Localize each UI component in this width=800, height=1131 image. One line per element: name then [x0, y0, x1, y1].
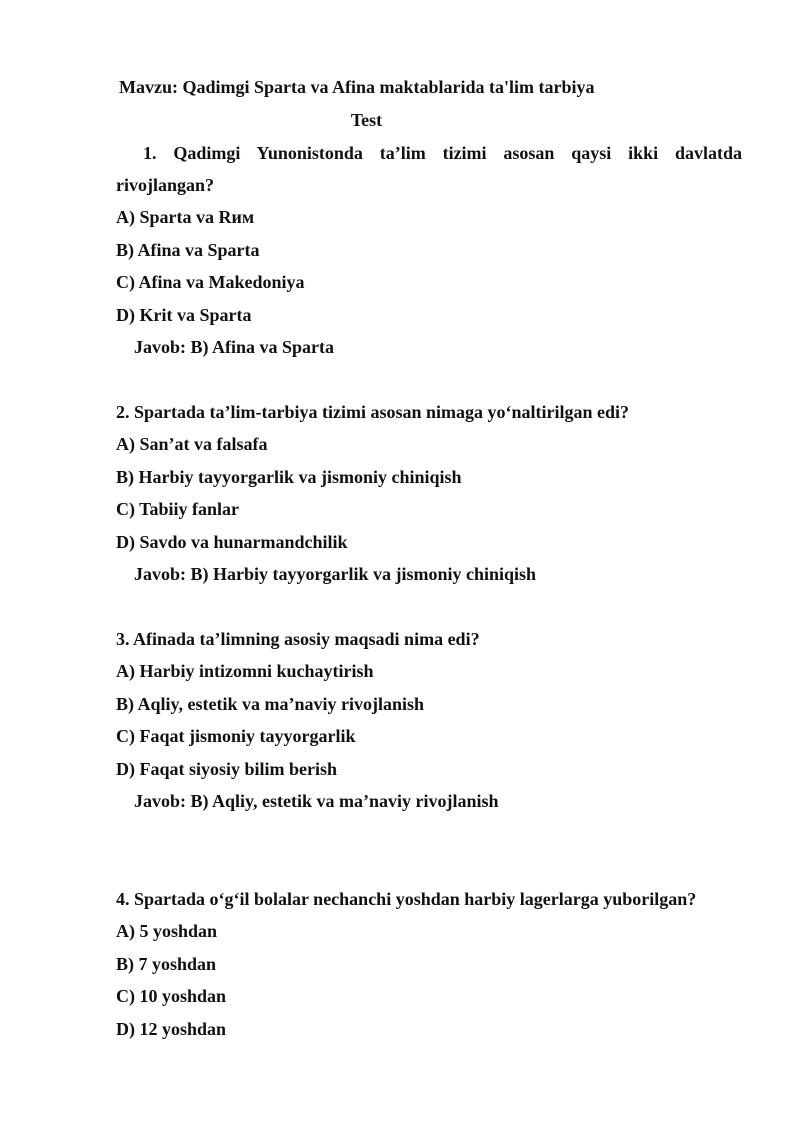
- question-1-text-line-1: 1. Qadimgi Yunonistonda ta’lim tizimi asosan qaysi ikki davlatda: [143, 143, 742, 163]
- question-3-option-c: C) Faqat jismoniy tayyorgarlik: [116, 726, 356, 746]
- question-4-option-d: D) 12 yoshdan: [116, 1019, 227, 1039]
- question-2-option-c: C) Tabiiy fanlar: [116, 499, 240, 519]
- document-subtitle: Test: [350, 110, 383, 130]
- question-2-answer: Javob: B) Harbiy tayyorgarlik va jismoniy chiniqish: [134, 564, 537, 584]
- question-3-text: 3. Afinada ta’limning asosiy maqsadi nima edi?: [116, 629, 480, 649]
- question-4-text: 4. Spartada o‘g‘il bolalar nechanchi yoshdan harbiy lagerlarga yuborilgan?: [116, 889, 697, 909]
- question-1-option-a: A) Sparta va Rим: [116, 207, 255, 227]
- question-4-option-c: C) 10 yoshdan: [116, 986, 227, 1006]
- question-2-text: 2. Spartada ta’lim-tarbiya tizimi asosan nimaga yo‘naltirilgan edi?: [116, 402, 629, 422]
- question-3-answer: Javob: B) Aqliy, estetik va ma’naviy rivojlanish: [134, 791, 499, 811]
- question-3-option-a: A) Harbiy intizomni kuchaytirish: [116, 661, 374, 681]
- question-4-option-a: A) 5 yoshdan: [116, 921, 218, 941]
- question-1-option-d: D) Krit va Sparta: [116, 305, 252, 325]
- question-3-option-d: D) Faqat siyosiy bilim berish: [116, 759, 338, 779]
- document-title: Mavzu: Qadimgi Sparta va Afina maktablarida ta'lim tarbiya: [119, 77, 595, 97]
- question-1-answer: Javob: B) Afina va Sparta: [134, 337, 335, 357]
- question-2-option-b: B) Harbiy tayyorgarlik va jismoniy chiniqish: [116, 467, 462, 487]
- question-1-option-c: C) Afina va Makedoniya: [116, 272, 305, 292]
- question-3-option-b: B) Aqliy, estetik va ma’naviy rivojlanish: [116, 694, 425, 714]
- question-4-option-b: B) 7 yoshdan: [116, 954, 217, 974]
- question-1-option-b: B) Afina va Sparta: [116, 240, 260, 260]
- question-2-option-d: D) Savdo va hunarmandchilik: [116, 532, 348, 552]
- question-1-text-line-2: rivojlangan?: [116, 175, 215, 195]
- question-2-option-a: A) San’at va falsafa: [116, 434, 268, 454]
